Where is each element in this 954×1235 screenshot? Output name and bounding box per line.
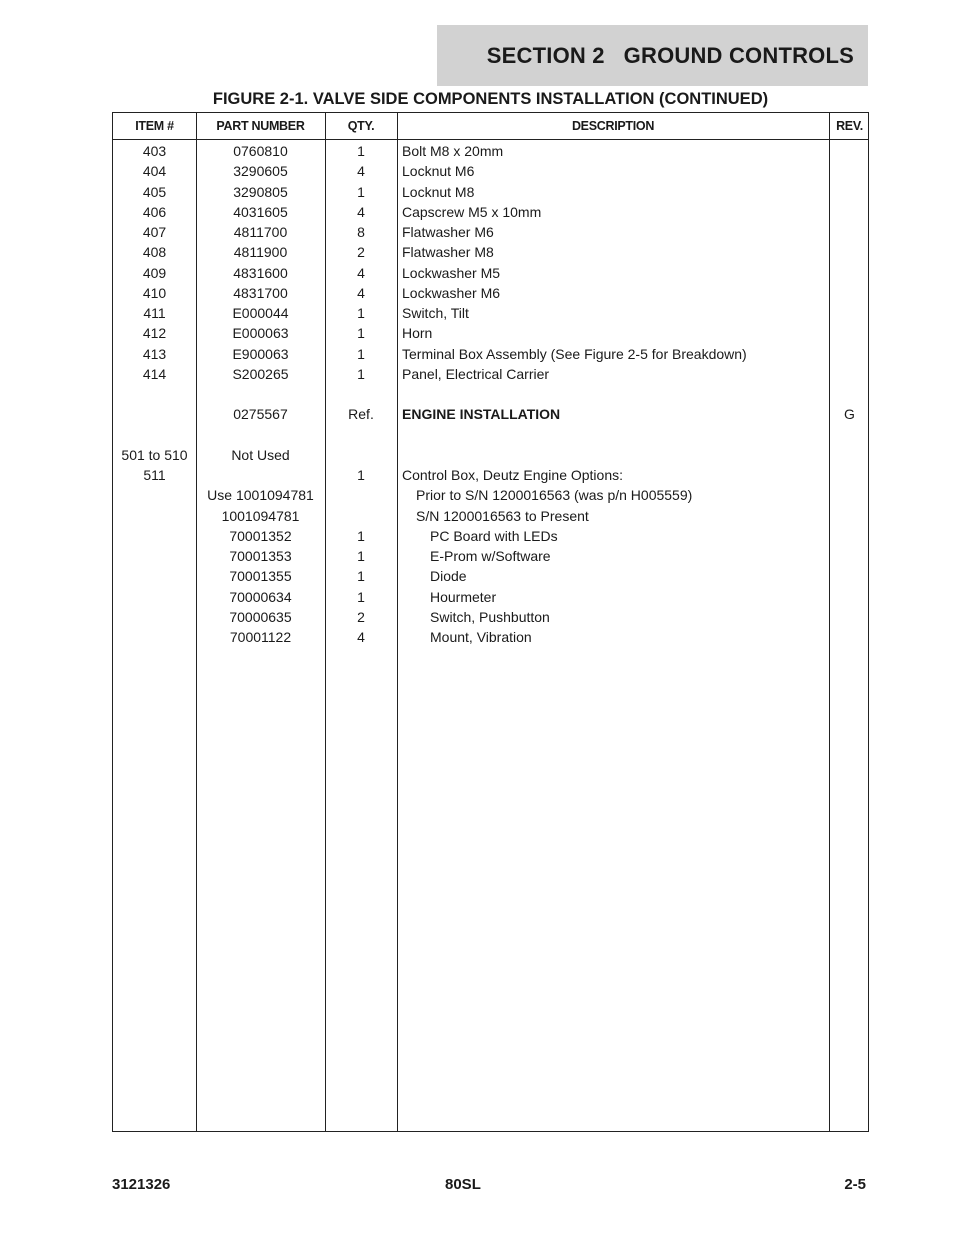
column-header-description: DESCRIPTION [571, 119, 655, 133]
table-row [113, 323, 870, 343]
description-cell: S/N 1200016563 to Present [416, 507, 589, 524]
item-number-cell: 403 [142, 143, 167, 159]
table-row [113, 425, 870, 445]
description-cell: Control Box, Deutz Engine Options: [402, 467, 624, 483]
table-row [113, 303, 870, 323]
table-body [113, 141, 870, 647]
table-row [113, 485, 870, 505]
part-number-cell: 4031605 [233, 203, 288, 220]
part-number-cell: E900063 [232, 345, 289, 362]
description-cell: Flatwasher M8 [402, 244, 494, 261]
part-number-cell: 70001355 [229, 568, 292, 585]
description-cell: Capscrew M5 x 10mm [402, 203, 542, 220]
part-number-cell: Use 1001094781 [207, 487, 314, 504]
table-row [113, 364, 870, 384]
table-row [113, 384, 870, 404]
table-row [113, 465, 870, 485]
table-row [113, 607, 870, 627]
table-row [113, 404, 870, 424]
part-number-cell: 4831700 [233, 284, 288, 301]
quantity-cell: 4 [357, 264, 365, 281]
item-number-cell: 511 [143, 467, 166, 483]
quantity-cell: 8 [357, 224, 365, 240]
quantity-cell: 1 [357, 588, 365, 605]
header-divider [113, 139, 868, 140]
part-number-cell: Not Used [231, 446, 290, 463]
description-cell: Switch, Pushbutton [430, 608, 550, 625]
section-header [437, 25, 868, 86]
part-number-cell: 4811700 [233, 224, 288, 240]
description-cell: E-Prom w/Software [430, 548, 551, 564]
table-row [113, 242, 870, 262]
quantity-cell: 1 [357, 548, 365, 564]
quantity-cell: 4 [357, 629, 365, 645]
table-row [113, 202, 870, 222]
part-number-cell: 0275567 [233, 406, 288, 423]
quantity-cell: 1 [357, 325, 365, 342]
part-number-cell: 4831600 [233, 264, 288, 281]
table-row [113, 526, 870, 546]
part-number-cell: S200265 [232, 365, 289, 382]
table-row [113, 566, 870, 586]
part-number-cell: 70000635 [229, 608, 292, 625]
description-cell: ENGINE INSTALLATION [402, 406, 561, 423]
item-number-cell: 413 [142, 345, 167, 362]
part-number-cell: 4811900 [233, 244, 288, 261]
quantity-cell: 1 [357, 345, 365, 362]
description-cell: Lockwasher M5 [402, 264, 501, 281]
description-cell: Terminal Box Assembly (See Figure 2-5 for Breakdown) [402, 345, 747, 362]
table-row [113, 445, 870, 465]
item-number-cell: 411 [143, 305, 166, 321]
item-number-cell: 406 [142, 203, 167, 220]
item-number-cell: 405 [142, 183, 167, 200]
item-number-cell: 404 [142, 163, 167, 180]
quantity-cell: 1 [357, 305, 365, 321]
part-number-cell: 70000634 [229, 588, 292, 605]
description-cell: Hourmeter [430, 588, 497, 605]
item-number-cell: 410 [142, 284, 167, 301]
part-number-cell: E000044 [232, 305, 289, 321]
item-number-cell: 412 [142, 325, 167, 342]
table-row [113, 182, 870, 202]
description-cell: Diode [430, 568, 467, 585]
quantity-cell: Ref. [348, 406, 374, 423]
item-number-cell: 407 [142, 224, 167, 240]
description-cell: Mount, Vibration [430, 629, 532, 645]
table-row [113, 546, 870, 566]
table-row [113, 263, 870, 283]
description-cell: PC Board with LEDs [430, 527, 558, 544]
part-number-cell: E000063 [232, 325, 289, 342]
column-header-item: ITEM # [135, 119, 174, 133]
table-row [113, 222, 870, 242]
quantity-cell: 1 [357, 467, 365, 483]
table-row [113, 344, 870, 364]
footer-model: 80SL [445, 1176, 481, 1193]
description-cell: Locknut M8 [402, 183, 475, 200]
revision-cell: G [844, 406, 855, 423]
table-row [113, 161, 870, 181]
description-cell: Panel, Electrical Carrier [402, 365, 550, 382]
figure-title: FIGURE 2-1. VALVE SIDE COMPONENTS INSTALLATION (CONTINUED) [212, 90, 769, 108]
quantity-cell: 2 [357, 608, 365, 625]
part-number-cell: 70001122 [229, 629, 292, 645]
column-header-qty: QTY. [347, 119, 375, 133]
description-cell: Horn [402, 325, 433, 342]
quantity-cell: 4 [357, 163, 365, 180]
quantity-cell: 1 [357, 568, 365, 585]
quantity-cell: 1 [357, 365, 365, 382]
footer-page-number: 2-5 [844, 1176, 866, 1193]
quantity-cell: 2 [357, 244, 365, 261]
description-cell: Locknut M6 [402, 163, 475, 180]
table-row [113, 506, 870, 526]
item-number-cell: 414 [142, 365, 167, 382]
quantity-cell: 1 [357, 183, 365, 200]
part-number-cell: 0760810 [233, 143, 288, 159]
table-row [113, 141, 870, 161]
item-number-cell: 501 to 510 [121, 446, 188, 463]
description-cell: Flatwasher M6 [402, 224, 494, 240]
quantity-cell: 1 [357, 527, 365, 544]
part-number-cell: 70001353 [229, 548, 292, 564]
description-cell: Bolt M8 x 20mm [402, 143, 504, 159]
footer-document-number: 3121326 [112, 1176, 171, 1193]
column-header-rev: REV. [836, 119, 863, 133]
part-number-cell: 1001094781 [221, 507, 300, 524]
table-row [113, 587, 870, 607]
description-cell: Lockwasher M6 [402, 284, 501, 301]
table-row [113, 627, 870, 647]
description-cell: Switch, Tilt [402, 305, 469, 321]
parts-table [112, 112, 869, 1132]
quantity-cell: 1 [357, 143, 365, 159]
quantity-cell: 4 [357, 284, 365, 301]
part-number-cell: 70001352 [229, 527, 292, 544]
item-number-cell: 409 [142, 264, 167, 281]
section-title: SECTION 2 GROUND CONTROLS [486, 42, 854, 68]
part-number-cell: 3290605 [233, 163, 288, 180]
table-row [113, 283, 870, 303]
item-number-cell: 408 [142, 244, 167, 261]
description-cell: Prior to S/N 1200016563 (was p/n H005559) [416, 487, 693, 504]
column-header-part-number: PART NUMBER [216, 119, 305, 133]
part-number-cell: 3290805 [233, 183, 288, 200]
quantity-cell: 4 [357, 203, 365, 220]
